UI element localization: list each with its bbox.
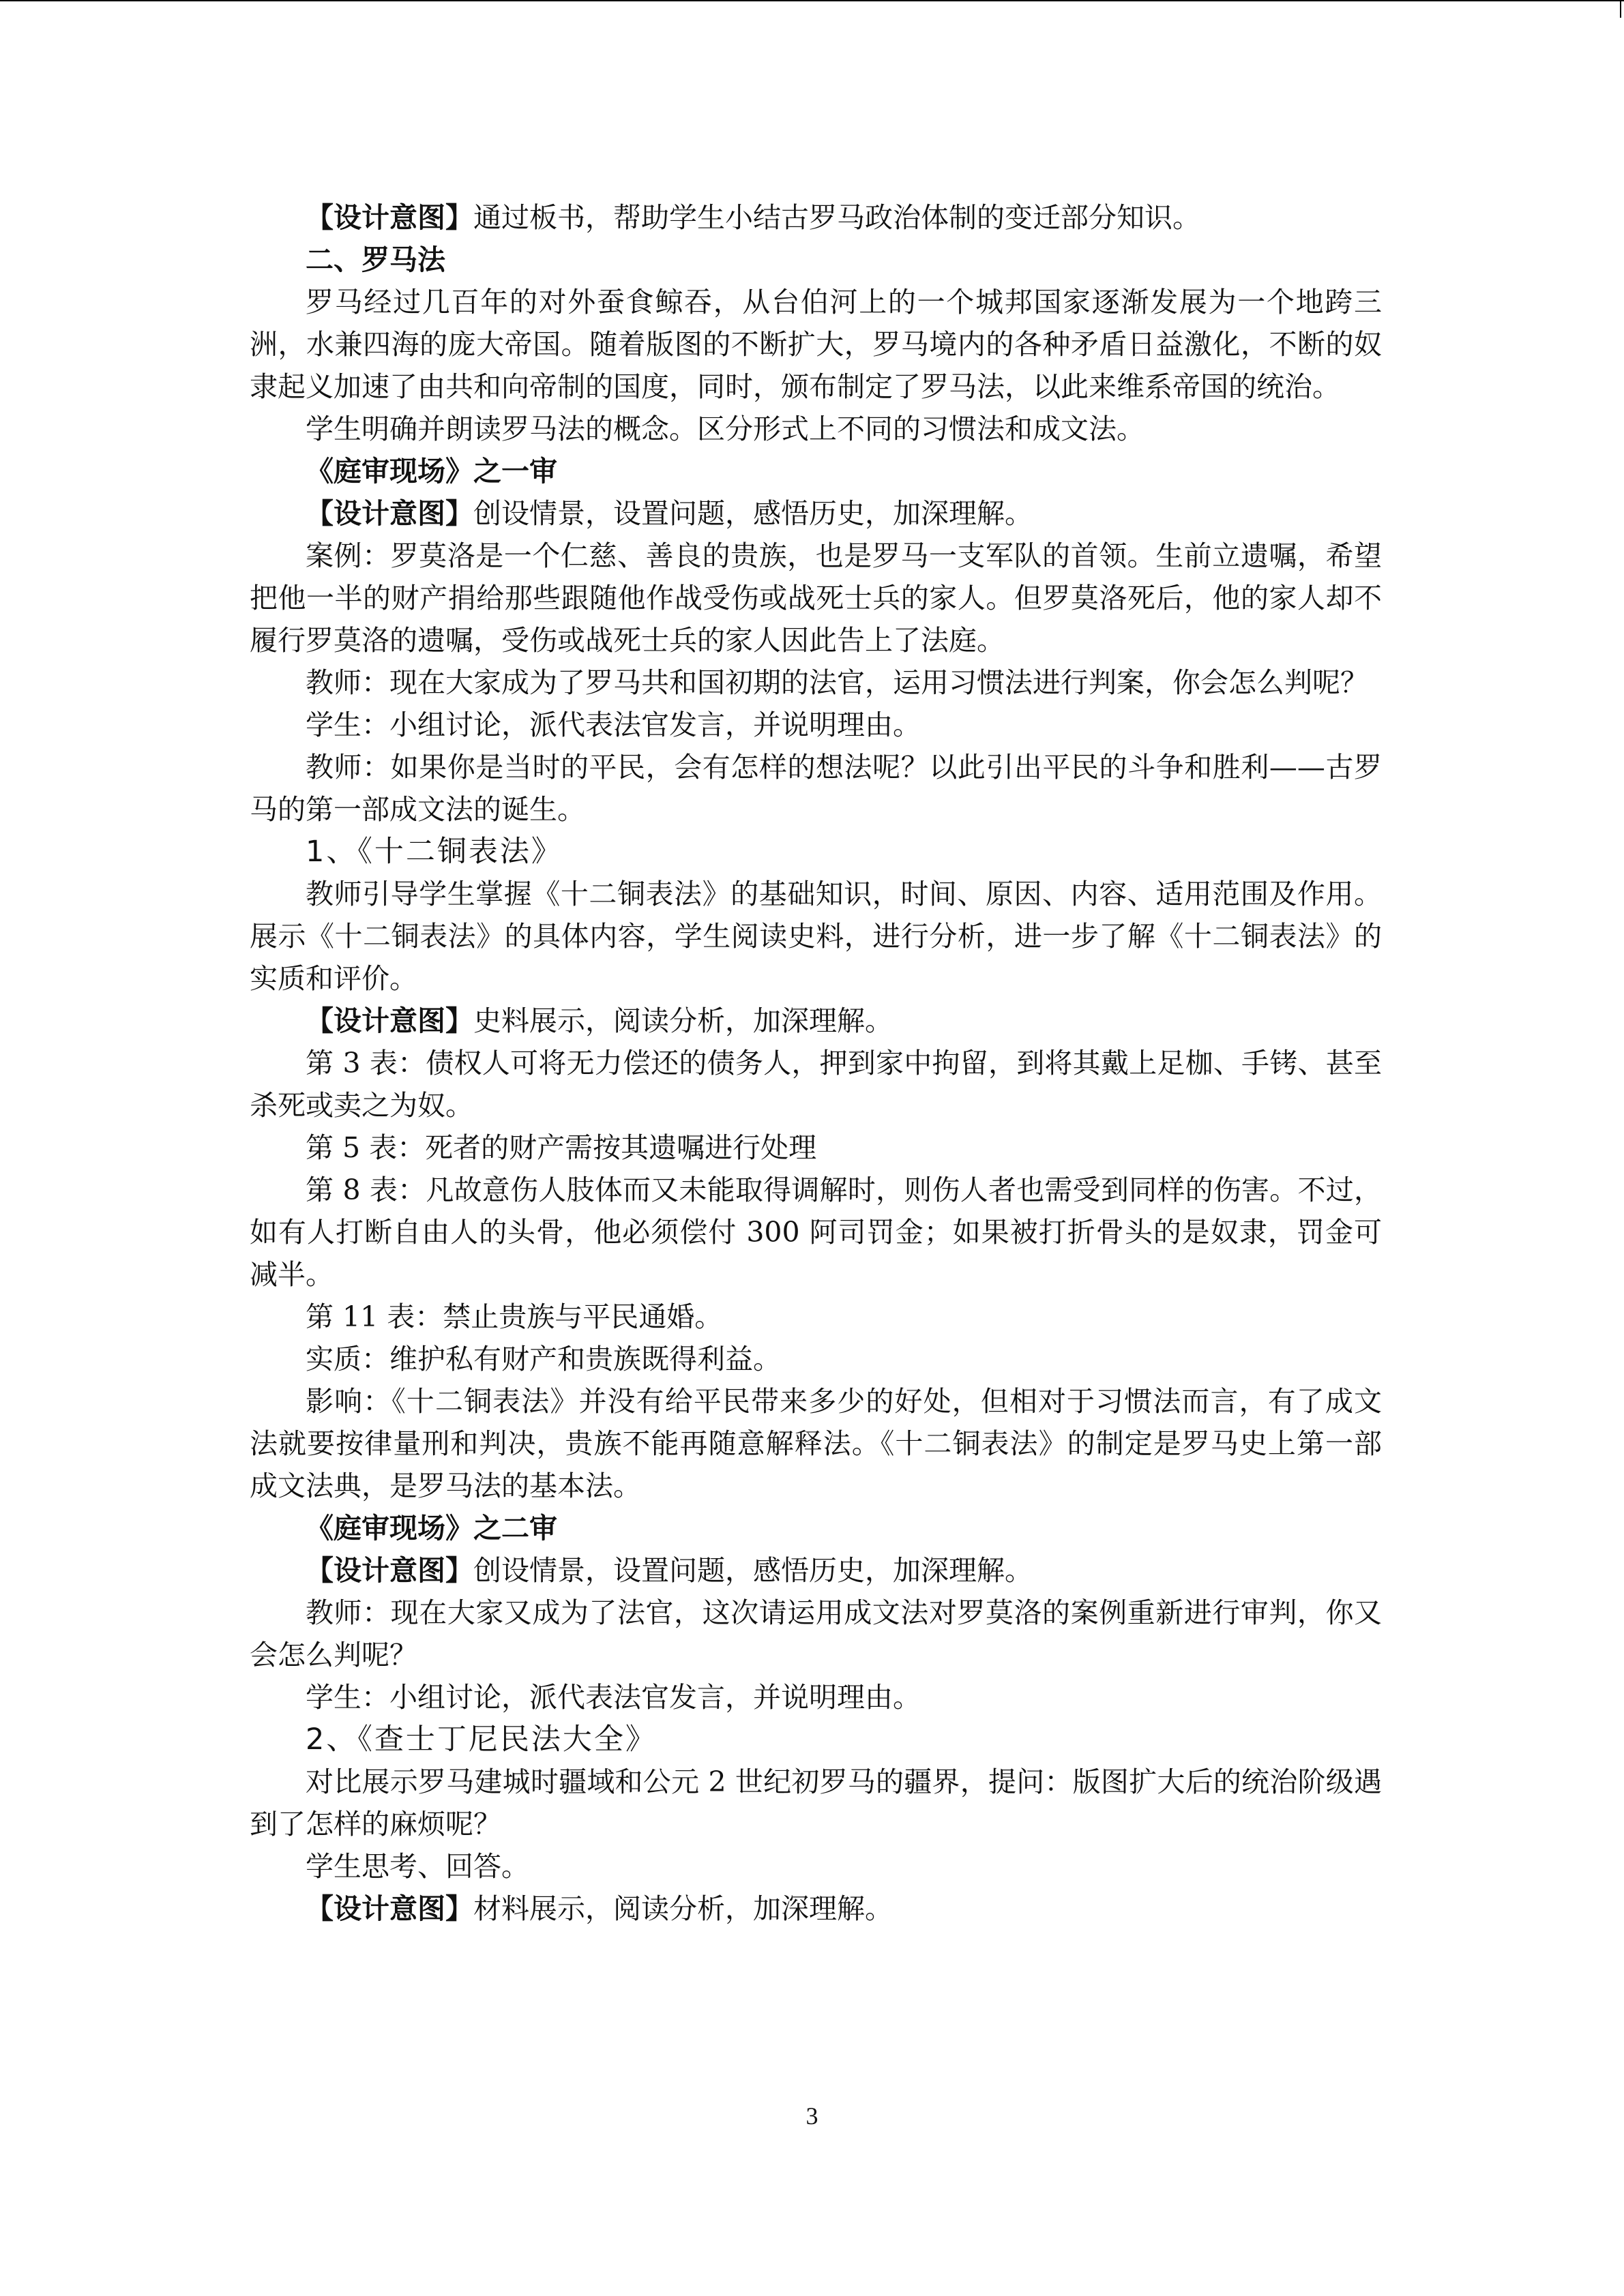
page-number: 3 xyxy=(806,2102,818,2130)
design-intent-text: 创设情景，设置问题，感悟历史，加深理解。 xyxy=(473,1554,1033,1587)
subheading-second-trial: 《庭审现场》之二审 xyxy=(306,1512,557,1545)
design-intent-paragraph xyxy=(250,492,1382,535)
paragraph-student-answer: 学生思考、回答。 xyxy=(306,1850,529,1883)
paragraph-table-11: 第 11 表：禁止贵族与平民通婚。 xyxy=(306,1300,723,1333)
design-intent-text: 史料展示，阅读分析，加深理解。 xyxy=(473,1004,893,1037)
paragraph-table-3: 第 3 表：债权人可将无力偿还的债务人，押到家中拘留，到将其戴上足枷、手铐、甚至杀死或卖之为奴。 xyxy=(250,1047,1382,1122)
paragraph-case-romulus: 案例：罗莫洛是一个仁慈、善良的贵族，也是罗马一支军队的首领。生前立遗嘱，希望把他一半的财产捐给那些跟随他作战受伤或战死士兵的家人。但罗莫洛死后，他的家人却不履行罗莫洛的遗嘱，受伤或战死士兵的家人因此告上了法庭。 xyxy=(250,539,1382,657)
subheading-justinian-code: 2、《查士丁尼民法大全》 xyxy=(306,1723,657,1757)
design-intent-tag: 【设计意图】 xyxy=(306,1554,473,1587)
section-heading-roman-law: 二、罗马法 xyxy=(306,243,445,276)
paragraph-teacher-question-2: 教师：如果你是当时的平民，会有怎样的想法呢？以此引出平民的斗争和胜利——古罗马的第一部成文法的诞生。 xyxy=(250,751,1382,826)
page-edge-rule xyxy=(1620,1,1621,18)
paragraph-table-8: 第 8 表：凡故意伤人肢体而又未能取得调解时，则伤人者也需受到同样的伤害。不过，如有人打断自由人的头骨，他必须偿付 300 阿司罚金；如果被打折骨头的是奴隶，罚金可减半。 xyxy=(250,1174,1382,1291)
paragraph-roman-law-concept: 学生明确并朗读罗马法的概念。区分形式上不同的习惯法和成文法。 xyxy=(306,413,1145,445)
design-intent-text: 创设情景，设置问题，感悟历史，加深理解。 xyxy=(473,497,1033,530)
design-intent-text: 材料展示，阅读分析，加深理解。 xyxy=(473,1892,893,1925)
design-intent-text: 通过板书，帮助学生小结古罗马政治体制的变迁部分知识。 xyxy=(473,201,1200,234)
paragraph-essence: 实质：维护私有财产和贵族既得利益。 xyxy=(306,1343,781,1375)
design-intent-tag: 【设计意图】 xyxy=(306,497,473,530)
design-intent-paragraph xyxy=(250,1000,1382,1042)
design-intent-tag: 【设计意图】 xyxy=(306,201,473,234)
design-intent-paragraph xyxy=(250,1549,1382,1592)
page-body xyxy=(250,196,1382,1930)
paragraph-table-5: 第 5 表：死者的财产需按其遗嘱进行处理 xyxy=(306,1131,817,1164)
paragraph-roman-expansion: 罗马经过几百年的对外蚕食鲸吞，从台伯河上的一个城邦国家逐渐发展为一个地跨三洲，水兼四海的庞大帝国。随着版图的不断扩大，罗马境内的各种矛盾日益激化，不断的奴隶起义加速了由共和向帝制的国度，同时，颁布制定了罗马法，以此来维系帝国的统治。 xyxy=(250,286,1382,403)
paragraph-student-discussion-1: 学生：小组讨论，派代表法官发言，并说明理由。 xyxy=(306,709,921,741)
design-intent-tag: 【设计意图】 xyxy=(306,1892,473,1925)
paragraph-territory-comparison: 对比展示罗马建城时疆域和公元 2 世纪初罗马的疆界，提问：版图扩大后的统治阶级遇到了怎样的麻烦呢？ xyxy=(250,1765,1382,1840)
subheading-first-trial: 《庭审现场》之一审 xyxy=(306,455,557,488)
subheading-twelve-tables: 1、《十二铜表法》 xyxy=(306,835,563,869)
design-intent-tag: 【设计意图】 xyxy=(306,1004,473,1037)
paragraph-student-discussion-2: 学生：小组讨论，派代表法官发言，并说明理由。 xyxy=(306,1681,921,1714)
paragraph-influence: 影响：《十二铜表法》并没有给平民带来多少的好处，但相对于习惯法而言，有了成文法就要按律量刑和判决，贵族不能再随意解释法。《十二铜表法》的制定是罗马史上第一部成文法典，是罗马法的基本法。 xyxy=(250,1385,1382,1502)
design-intent-paragraph xyxy=(250,196,1382,239)
paragraph-teacher-question-3: 教师：现在大家又成为了法官，这次请运用成文法对罗莫洛的案例重新进行审判，你又会怎么判呢？ xyxy=(250,1596,1382,1671)
paragraph-teacher-question-1: 教师：现在大家成为了罗马共和国初期的法官，运用习惯法进行判案，你会怎么判呢？ xyxy=(306,666,1368,699)
design-intent-paragraph xyxy=(250,1888,1382,1930)
paragraph-twelve-tables-intro: 教师引导学生掌握《十二铜表法》的基础知识，时间、原因、内容、适用范围及作用。展示《十二铜表法》的具体内容，学生阅读史料，进行分析，进一步了解《十二铜表法》的实质和评价。 xyxy=(250,878,1382,995)
